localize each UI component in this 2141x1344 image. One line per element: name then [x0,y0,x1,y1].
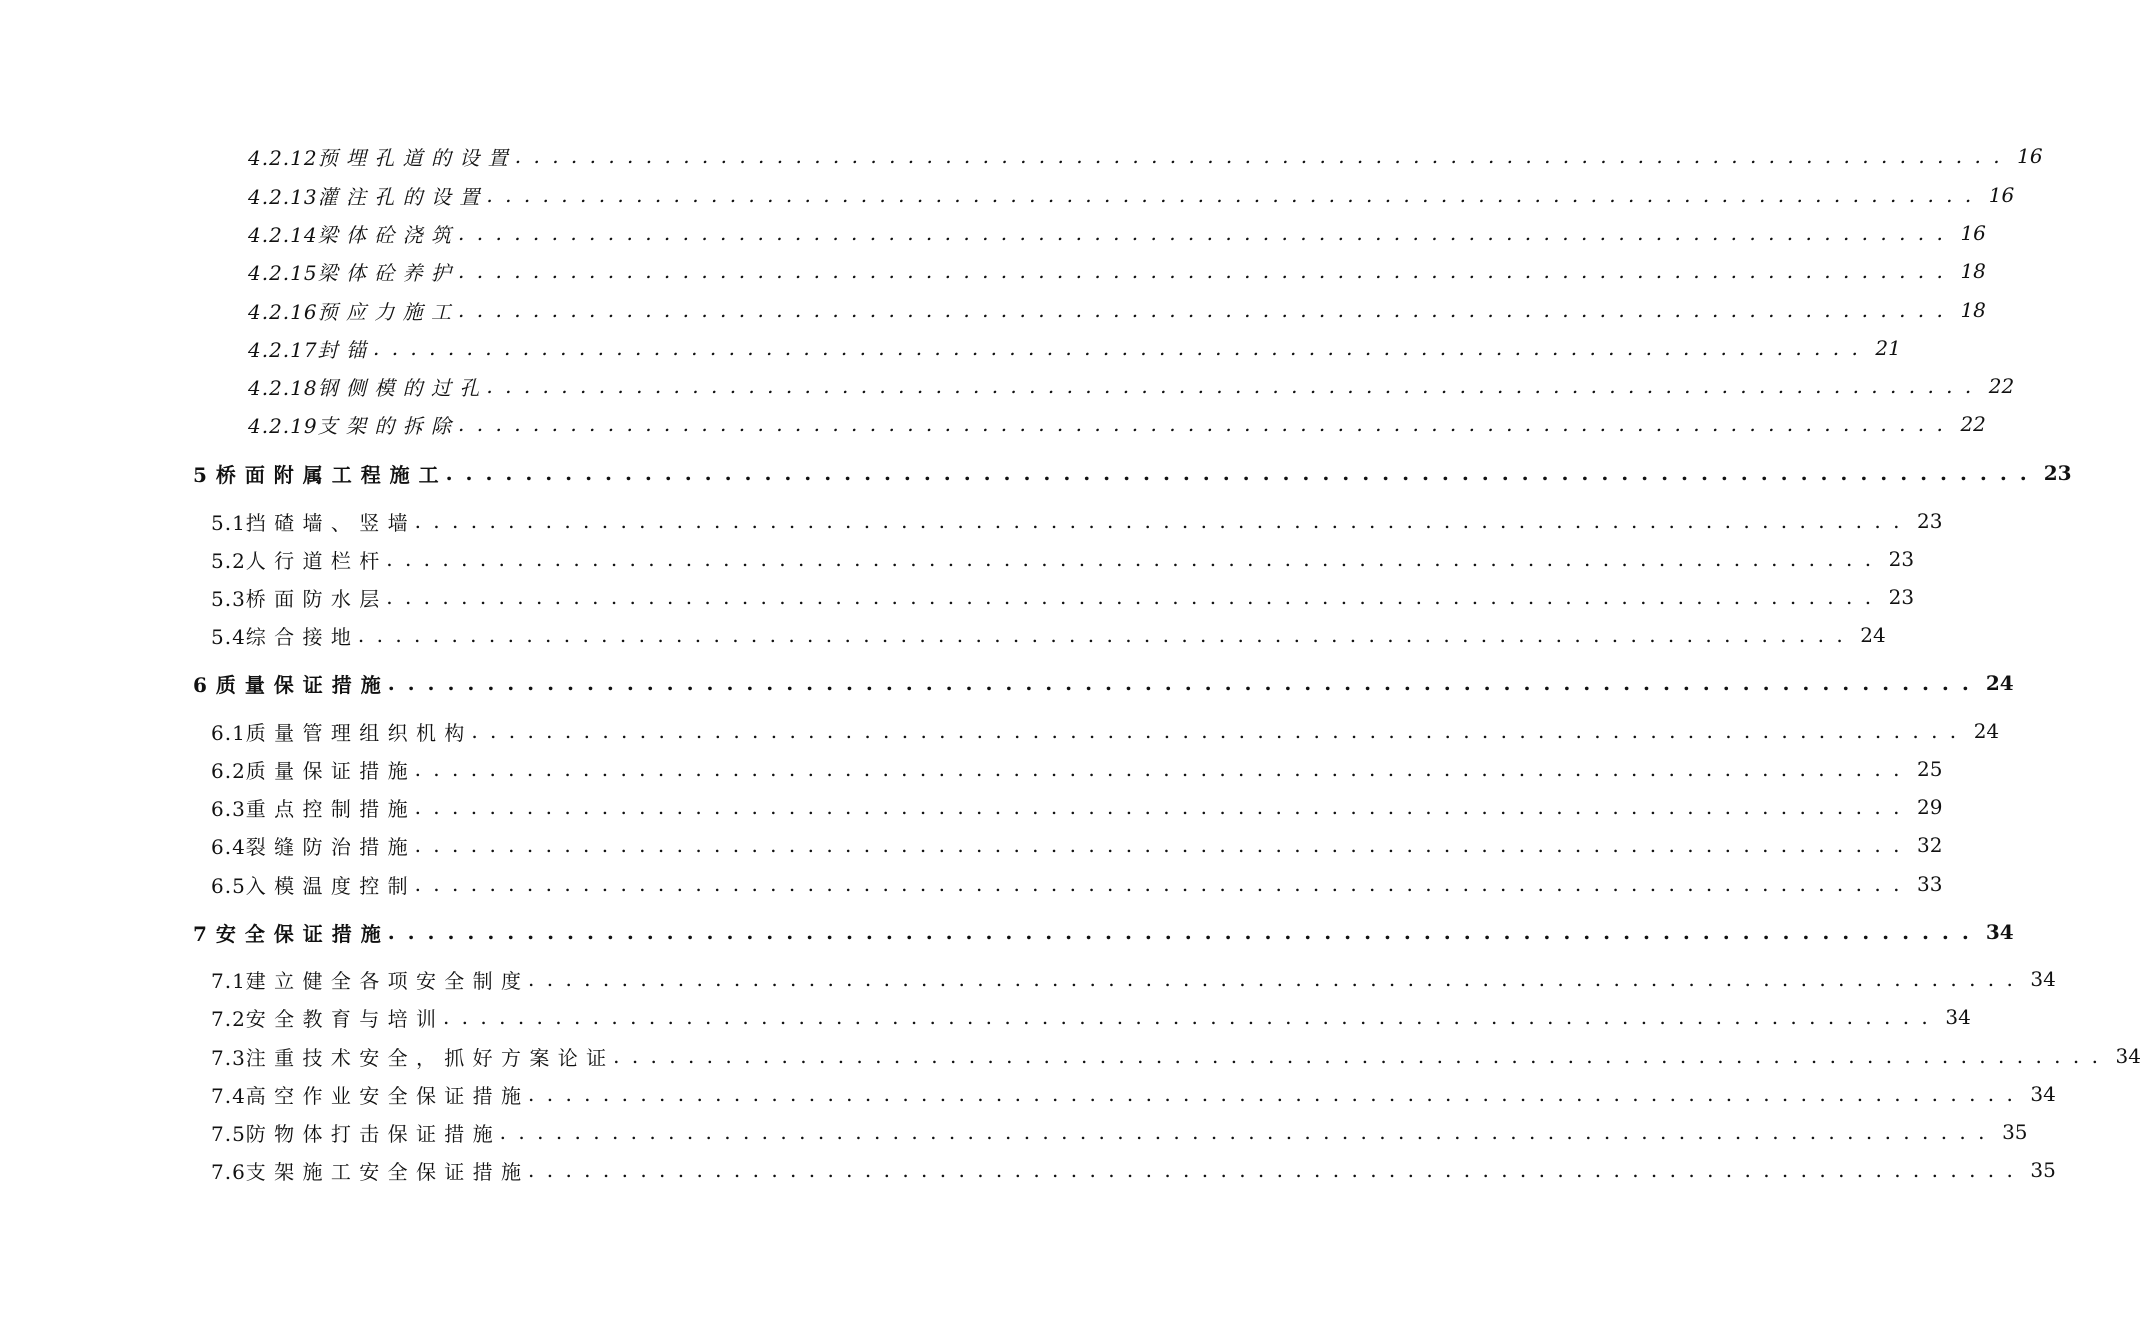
toc-entry-title: 4.2.18钢 侧 模 的 过 孔 [248,375,481,400]
toc-entry-title: 4.2.13灌 注 孔 的 设 置 [248,184,481,209]
toc-entry-title: 6.5入 模 温 度 控 制 [211,873,409,898]
dot-leader: . . . . . . . . . . . . . . . . . . . . . . . . . . . . . . . . . . . . . . . . . . . . . . . . . . . . . . . . . . . . . . . . . . . . . . . . . . . . . . . . [514,144,2003,168]
toc-entry[interactable] [211,868,1943,900]
toc-entry[interactable] [211,829,1943,861]
toc-entry[interactable] [211,619,1886,651]
toc-entry[interactable] [248,408,1986,440]
toc-entry[interactable] [211,1001,1971,1033]
toc-entry-title: 5.2人 行 道 栏 杆 [211,548,381,573]
toc-entry-page-number: 23 [1888,585,1915,609]
dot-leader: . . . . . . . . . . . . . . . . . . . . . . . . . . . . . . . . . . . . . . . . . . . . . . . . . . . . . . . . . . . . . . . . . . . . . . . . . . . . . . . . [414,795,1903,819]
toc-entry-title: 4.2.14梁 体 砼 浇 筑 [248,222,453,247]
dot-leader: . . . . . . . . . . . . . . . . . . . . . . . . . . . . . . . . . . . . . . . . . . . . . . . . . . . . . . . . . . . . . . . . . . . . . . . . . . . . . . . . [486,374,1975,398]
toc-entry-page-number: 23 [2043,461,2072,485]
toc-entry-page-number: 34 [2030,1082,2056,1106]
toc-entry-title: 6.4裂 缝 防 治 措 施 [211,834,409,859]
toc-entry-page-number: 34 [1945,1005,1971,1029]
dot-leader: . . . . . . . . . . . . . . . . . . . . . . . . . . . . . . . . . . . . . . . . . . . . . . . . . . . . . . . . . . . . . . . . . . . . . . . . . . . . . . . . [528,967,2016,991]
toc-entry-page-number: 18 [1960,259,1986,283]
toc-entry-page-number: 16 [1988,183,2015,207]
dot-leader: . . . . . . . . . . . . . . . . . . . . . . . . . . . . . . . . . . . . . . . . . . . . . . . . . . . . . . . . . . . . . . . . . . . . . . . . . . . . . . . . [458,412,1946,436]
dot-leader: . . . . . . . . . . . . . . . . . . . . . . . . . . . . . . . . . . . . . . . . . . . . . . . . . . . . . . . . . . . . . . . . . . . . . . . . . . . . . . . . [528,1082,2016,1106]
toc-entry-page-number: 24 [1860,623,1886,647]
toc-entry-title: 5.4综 合 接 地 [211,624,352,649]
toc-entry[interactable] [211,1154,2056,1186]
toc-entry[interactable] [248,370,2015,402]
toc-entry-title: 7.3注 重 技 术 安 全 ， 抓 好 方 案 论 证 [211,1045,608,1070]
toc-entry-title: 4.2.12预 埋 孔 道 的 设 置 [248,145,509,170]
toc-entry-title: 6 质 量 保 证 措 施 [193,672,382,697]
dot-leader: . . . . . . . . . . . . . . . . . . . . . . . . . . . . . . . . . . . . . . . . . . . . . . . . . . . . . . . . . . . . . . . . . . . . . . . . . . . . . . . . [442,1005,1931,1029]
dot-leader: . . . . . . . . . . . . . . . . . . . . . . . . . . . . . . . . . . . . . . . . . . . . . . . . . . . . . . . . . . . . . . . . . . . . . . . . . . . . . . . . [386,547,1875,571]
toc-entry[interactable] [248,217,1986,249]
toc-entry-page-number: 32 [1916,833,1943,857]
toc-entry-page-number: 22 [1988,374,2015,398]
toc-entry-title: 6.1质 量 管 理 组 织 机 构 [211,720,466,745]
toc-entry[interactable] [211,791,1943,823]
dot-leader: . . . . . . . . . . . . . . . . . . . . . . . . . . . . . . . . . . . . . . . . . . . . . . . . . . . . . . . . . . . . . . . . . . . . . . . . . . . . . . . . [445,461,2030,485]
toc-entry-title: 7 安 全 保 证 措 施 [193,921,382,946]
toc-entry-page-number: 25 [1916,757,1943,781]
toc-entry[interactable] [193,667,2014,699]
dot-leader: . . . . . . . . . . . . . . . . . . . . . . . . . . . . . . . . . . . . . . . . . . . . . . . . . . . . . . . . . . . . . . . . . . . . . . . . . . . . . . . . [372,336,1861,360]
toc-entry[interactable] [211,963,2056,995]
toc-entry-page-number: 24 [1985,671,2014,695]
dot-leader: . . . . . . . . . . . . . . . . . . . . . . . . . . . . . . . . . . . . . . . . . . . . . . . . . . . . . . . . . . . . . . . . . . . . . . . . . . . . . . . . [414,872,1903,896]
dot-leader: . . . . . . . . . . . . . . . . . . . . . . . . . . . . . . . . . . . . . . . . . . . . . . . . . . . . . . . . . . . . . . . . . . . . . . . . . . . . . . . . [387,920,1972,944]
toc-entry[interactable] [211,1040,2141,1072]
toc-entry[interactable] [211,753,1943,785]
dot-leader: . . . . . . . . . . . . . . . . . . . . . . . . . . . . . . . . . . . . . . . . . . . . . . . . . . . . . . . . . . . . . . . . . . . . . . . . . . . . . . . . [613,1044,2101,1068]
toc-entry-title: 5 桥 面 附 属 工 程 施 工 [193,462,440,487]
toc-entry-title: 7.4高 空 作 业 安 全 保 证 措 施 [211,1083,523,1108]
toc-entry-title: 7.6支 架 施 工 安 全 保 证 措 施 [211,1159,523,1184]
toc-entry-page-number: 18 [1960,298,1986,322]
dot-leader: . . . . . . . . . . . . . . . . . . . . . . . . . . . . . . . . . . . . . . . . . . . . . . . . . . . . . . . . . . . . . . . . . . . . . . . . . . . . . . . . [499,1120,1988,1144]
toc-entry-page-number: 16 [2017,144,2043,168]
toc-entry[interactable] [248,140,2043,172]
toc-entry-page-number: 34 [1985,920,2014,944]
dot-leader: . . . . . . . . . . . . . . . . . . . . . . . . . . . . . . . . . . . . . . . . . . . . . . . . . . . . . . . . . . . . . . . . . . . . . . . . . . . . . . . . [458,221,1946,245]
toc-entry-title: 4.2.16预 应 力 施 工 [248,299,453,324]
toc-entry-title: 4.2.19支 架 的 拆 除 [248,413,453,438]
toc-entry-page-number: 24 [1973,719,2000,743]
toc-entry-page-number: 35 [2030,1158,2056,1182]
toc-entry[interactable] [193,457,2072,489]
toc-entry-page-number: 21 [1875,336,1901,360]
dot-leader: . . . . . . . . . . . . . . . . . . . . . . . . . . . . . . . . . . . . . . . . . . . . . . . . . . . . . . . . . . . . . . . . . . . . . . . . . . . . . . . . [414,833,1903,857]
toc-entry[interactable] [211,505,1943,537]
dot-leader: . . . . . . . . . . . . . . . . . . . . . . . . . . . . . . . . . . . . . . . . . . . . . . . . . . . . . . . . . . . . . . . . . . . . . . . . . . . . . . . . [414,757,1903,781]
toc-entry-title: 5.1挡 碴 墙 、 竖 墙 [211,510,409,535]
toc-entry[interactable] [211,581,1915,613]
toc-entry-page-number: 29 [1916,795,1943,819]
dot-leader: . . . . . . . . . . . . . . . . . . . . . . . . . . . . . . . . . . . . . . . . . . . . . . . . . . . . . . . . . . . . . . . . . . . . . . . . . . . . . . . . [387,671,1972,695]
toc-entry-title: 7.5防 物 体 打 击 保 证 措 施 [211,1121,494,1146]
toc-entry-title: 4.2.17封 锚 [248,337,367,362]
dot-leader: . . . . . . . . . . . . . . . . . . . . . . . . . . . . . . . . . . . . . . . . . . . . . . . . . . . . . . . . . . . . . . . . . . . . . . . . . . . . . . . . [357,623,1846,647]
dot-leader: . . . . . . . . . . . . . . . . . . . . . . . . . . . . . . . . . . . . . . . . . . . . . . . . . . . . . . . . . . . . . . . . . . . . . . . . . . . . . . . . [414,509,1903,533]
toc-entry-title: 5.3桥 面 防 水 层 [211,586,381,611]
toc-entry-title: 6.2质 量 保 证 措 施 [211,758,409,783]
dot-leader: . . . . . . . . . . . . . . . . . . . . . . . . . . . . . . . . . . . . . . . . . . . . . . . . . . . . . . . . . . . . . . . . . . . . . . . . . . . . . . . . [458,259,1946,283]
toc-entry[interactable] [211,715,2000,747]
toc-entry-page-number: 16 [1960,221,1986,245]
toc-entry-page-number: 23 [1888,547,1915,571]
toc-entry-page-number: 33 [1916,872,1943,896]
toc-entry-title: 7.2安 全 教 育 与 培 训 [211,1006,437,1031]
toc-entry-title: 4.2.15梁 体 砼 养 护 [248,260,453,285]
toc-entry-page-number: 34 [2030,967,2056,991]
toc-entry-page-number: 22 [1960,412,1986,436]
dot-leader: . . . . . . . . . . . . . . . . . . . . . . . . . . . . . . . . . . . . . . . . . . . . . . . . . . . . . . . . . . . . . . . . . . . . . . . . . . . . . . . . [458,298,1946,322]
toc-entry[interactable] [248,332,1901,364]
toc-entry-page-number: 35 [2002,1120,2028,1144]
dot-leader: . . . . . . . . . . . . . . . . . . . . . . . . . . . . . . . . . . . . . . . . . . . . . . . . . . . . . . . . . . . . . . . . . . . . . . . . . . . . . . . . [386,585,1875,609]
toc-entry[interactable] [248,179,2015,211]
toc-entry[interactable] [211,1078,2056,1110]
dot-leader: . . . . . . . . . . . . . . . . . . . . . . . . . . . . . . . . . . . . . . . . . . . . . . . . . . . . . . . . . . . . . . . . . . . . . . . . . . . . . . . . [471,719,1960,743]
dot-leader: . . . . . . . . . . . . . . . . . . . . . . . . . . . . . . . . . . . . . . . . . . . . . . . . . . . . . . . . . . . . . . . . . . . . . . . . . . . . . . . . [528,1158,2016,1182]
toc-entry[interactable] [248,255,1986,287]
toc-entry-title: 7.1建 立 健 全 各 项 安 全 制 度 [211,968,523,993]
toc-entry-title: 6.3重 点 控 制 措 施 [211,796,409,821]
toc-entry[interactable] [248,294,1986,326]
toc-entry-page-number: 23 [1916,509,1943,533]
toc-entry[interactable] [211,543,1915,575]
toc-entry[interactable] [211,1116,2028,1148]
toc-entry[interactable] [193,916,2014,948]
dot-leader: . . . . . . . . . . . . . . . . . . . . . . . . . . . . . . . . . . . . . . . . . . . . . . . . . . . . . . . . . . . . . . . . . . . . . . . . . . . . . . . . [486,183,1975,207]
toc-entry-page-number: 34 [2115,1044,2141,1068]
